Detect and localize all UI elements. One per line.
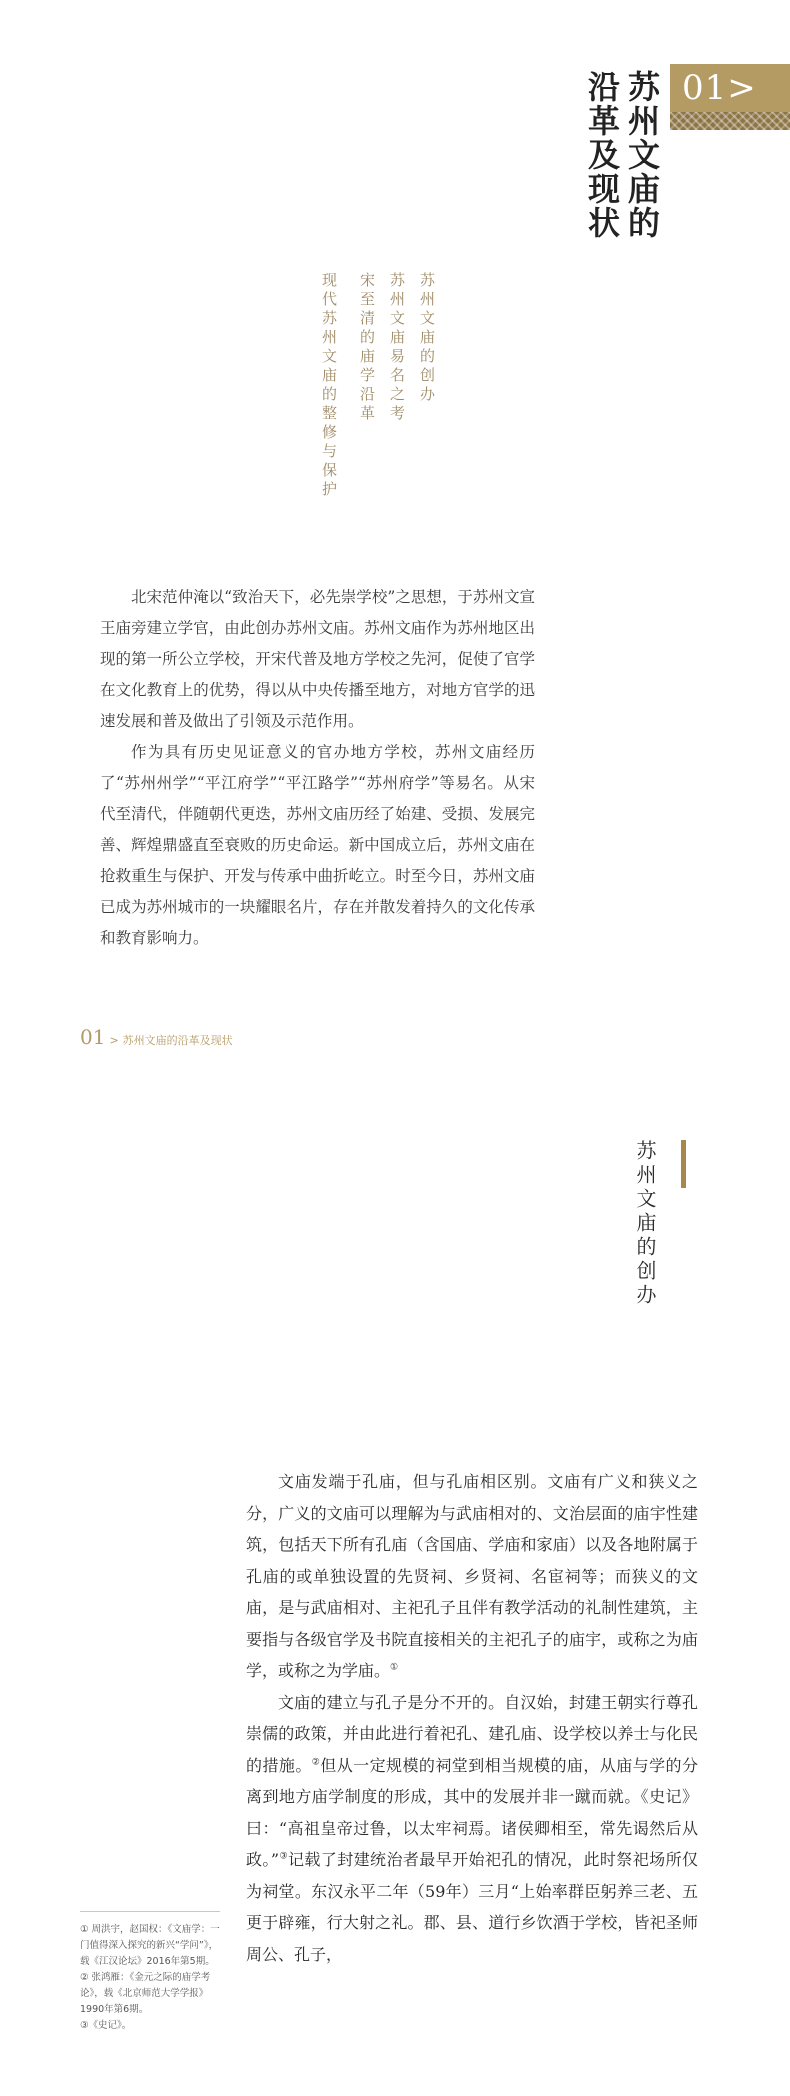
page-marker (80, 1025, 233, 1049)
decorative-pattern (670, 112, 790, 130)
footnotes (80, 1911, 220, 2034)
toc-item-3: 宋至清的庙学沿革 (358, 272, 376, 424)
footnote-ref-1[interactable]: ① (390, 1662, 399, 1673)
page-marker-arrow: > (109, 1034, 119, 1047)
body-paragraph-1: 文庙发端于孔庙，但与孔庙相区别。文庙有广义和狭义之分，广义的文庙可以理解为与武庙相对的、文治层面的庙宇性建筑，包括天下所有孔庙（含国庙、学庙和家庙）以及各地附属于孔庙的或单独设置的先贤祠、乡贤祠、名宦祠等；而狭义的文庙，是与武庙相对、主祀孔子且伴有教学活动的礼制性建筑，主要指与各级官学及书院直接相关的主祀孔子的庙宇，或称之为庙学，或称之为学庙。① (246, 1472, 698, 1680)
page-marker-number: 01 (80, 1025, 106, 1049)
intro-text (100, 582, 535, 954)
chapter-number: 01> (682, 68, 757, 108)
intro-paragraph-2: 作为具有历史见证意义的官办地方学校，苏州文庙经历了“苏州州学”“平江府学”“平江路学”“苏州府学”等易名。从宋代至清代，伴随朝代更迭，苏州文庙历经了始建、受损、发展完善、辉煌鼎盛直至衰败的历史命运。新中国成立后，苏州文庙在抢救重生与保护、开发与传承中曲折屹立。时至今日，苏州文庙已成为苏州城市的一块耀眼名片，存在并散发着持久的文化传承和教育影响力。 (100, 743, 535, 947)
section-title: 苏州文庙的创办 (633, 1140, 657, 1308)
footnote-3: ③《史记》。 (80, 2020, 132, 2031)
body-text (246, 1466, 698, 1970)
footnote-2: ② 张鸿雁：《金元之际的庙学考论》，载《北京师范大学学报》1990年第6期。 (80, 1972, 211, 2015)
body-paragraph-2: 文庙的建立与孔子是分不开的。自汉始，封建王朝实行尊孔崇儒的政策，并由此进行着祀孔、建孔庙、设学校以养士与化民的措施。②但从一定规模的祠堂到相当规模的庙，从庙与学的分离到地方庙学制度的形成，其中的发展并非一蹴而就。《史记》曰：“高祖皇帝过鲁，以太牢祠焉。诸侯卿相至，常先谒然后从政。”③记载了封建统治者最早开始祀孔的情况，此时祭祀场所仅为祠堂。东汉永平二年（59年）三月“上始率群臣躬养三老、五更于辟雍，行大射之礼。郡、县、道行乡饮酒于学校，皆祀圣师周公、孔子， (246, 1692, 698, 1964)
chapter-badge (670, 64, 790, 130)
footnote-1: ① 周洪宇，赵国权：《文庙学：一门值得深入探究的新兴“学问”》，载《江汉论坛》2016年第5期。 (80, 1924, 220, 1967)
toc-item-4: 现代苏州文庙的整修与保护 (320, 272, 338, 500)
page-marker-text: 苏州文庙的沿革及现状 (122, 1034, 233, 1047)
footnote-ref-2[interactable]: ② (311, 1757, 321, 1768)
chapter-title: 苏州文庙的沿革及现状 (583, 70, 661, 240)
section-accent-bar (681, 1140, 686, 1188)
toc-item-2: 苏州文庙易名之考 (388, 272, 406, 424)
toc-item-1: 苏州文庙的创办 (418, 272, 436, 405)
footnote-ref-3[interactable]: ③ (279, 1851, 288, 1862)
intro-paragraph-1: 北宋范仲淹以“致治天下，必先崇学校”之思想，于苏州文宣王庙旁建立学官，由此创办苏州文庙。苏州文庙作为苏州地区出现的第一所公立学校，开宋代普及地方学校之先河，促使了官学在文化教育上的优势，得以从中央传播至地方，对地方官学的迅速发展和普及做出了引领及示范作用。 (100, 588, 535, 730)
